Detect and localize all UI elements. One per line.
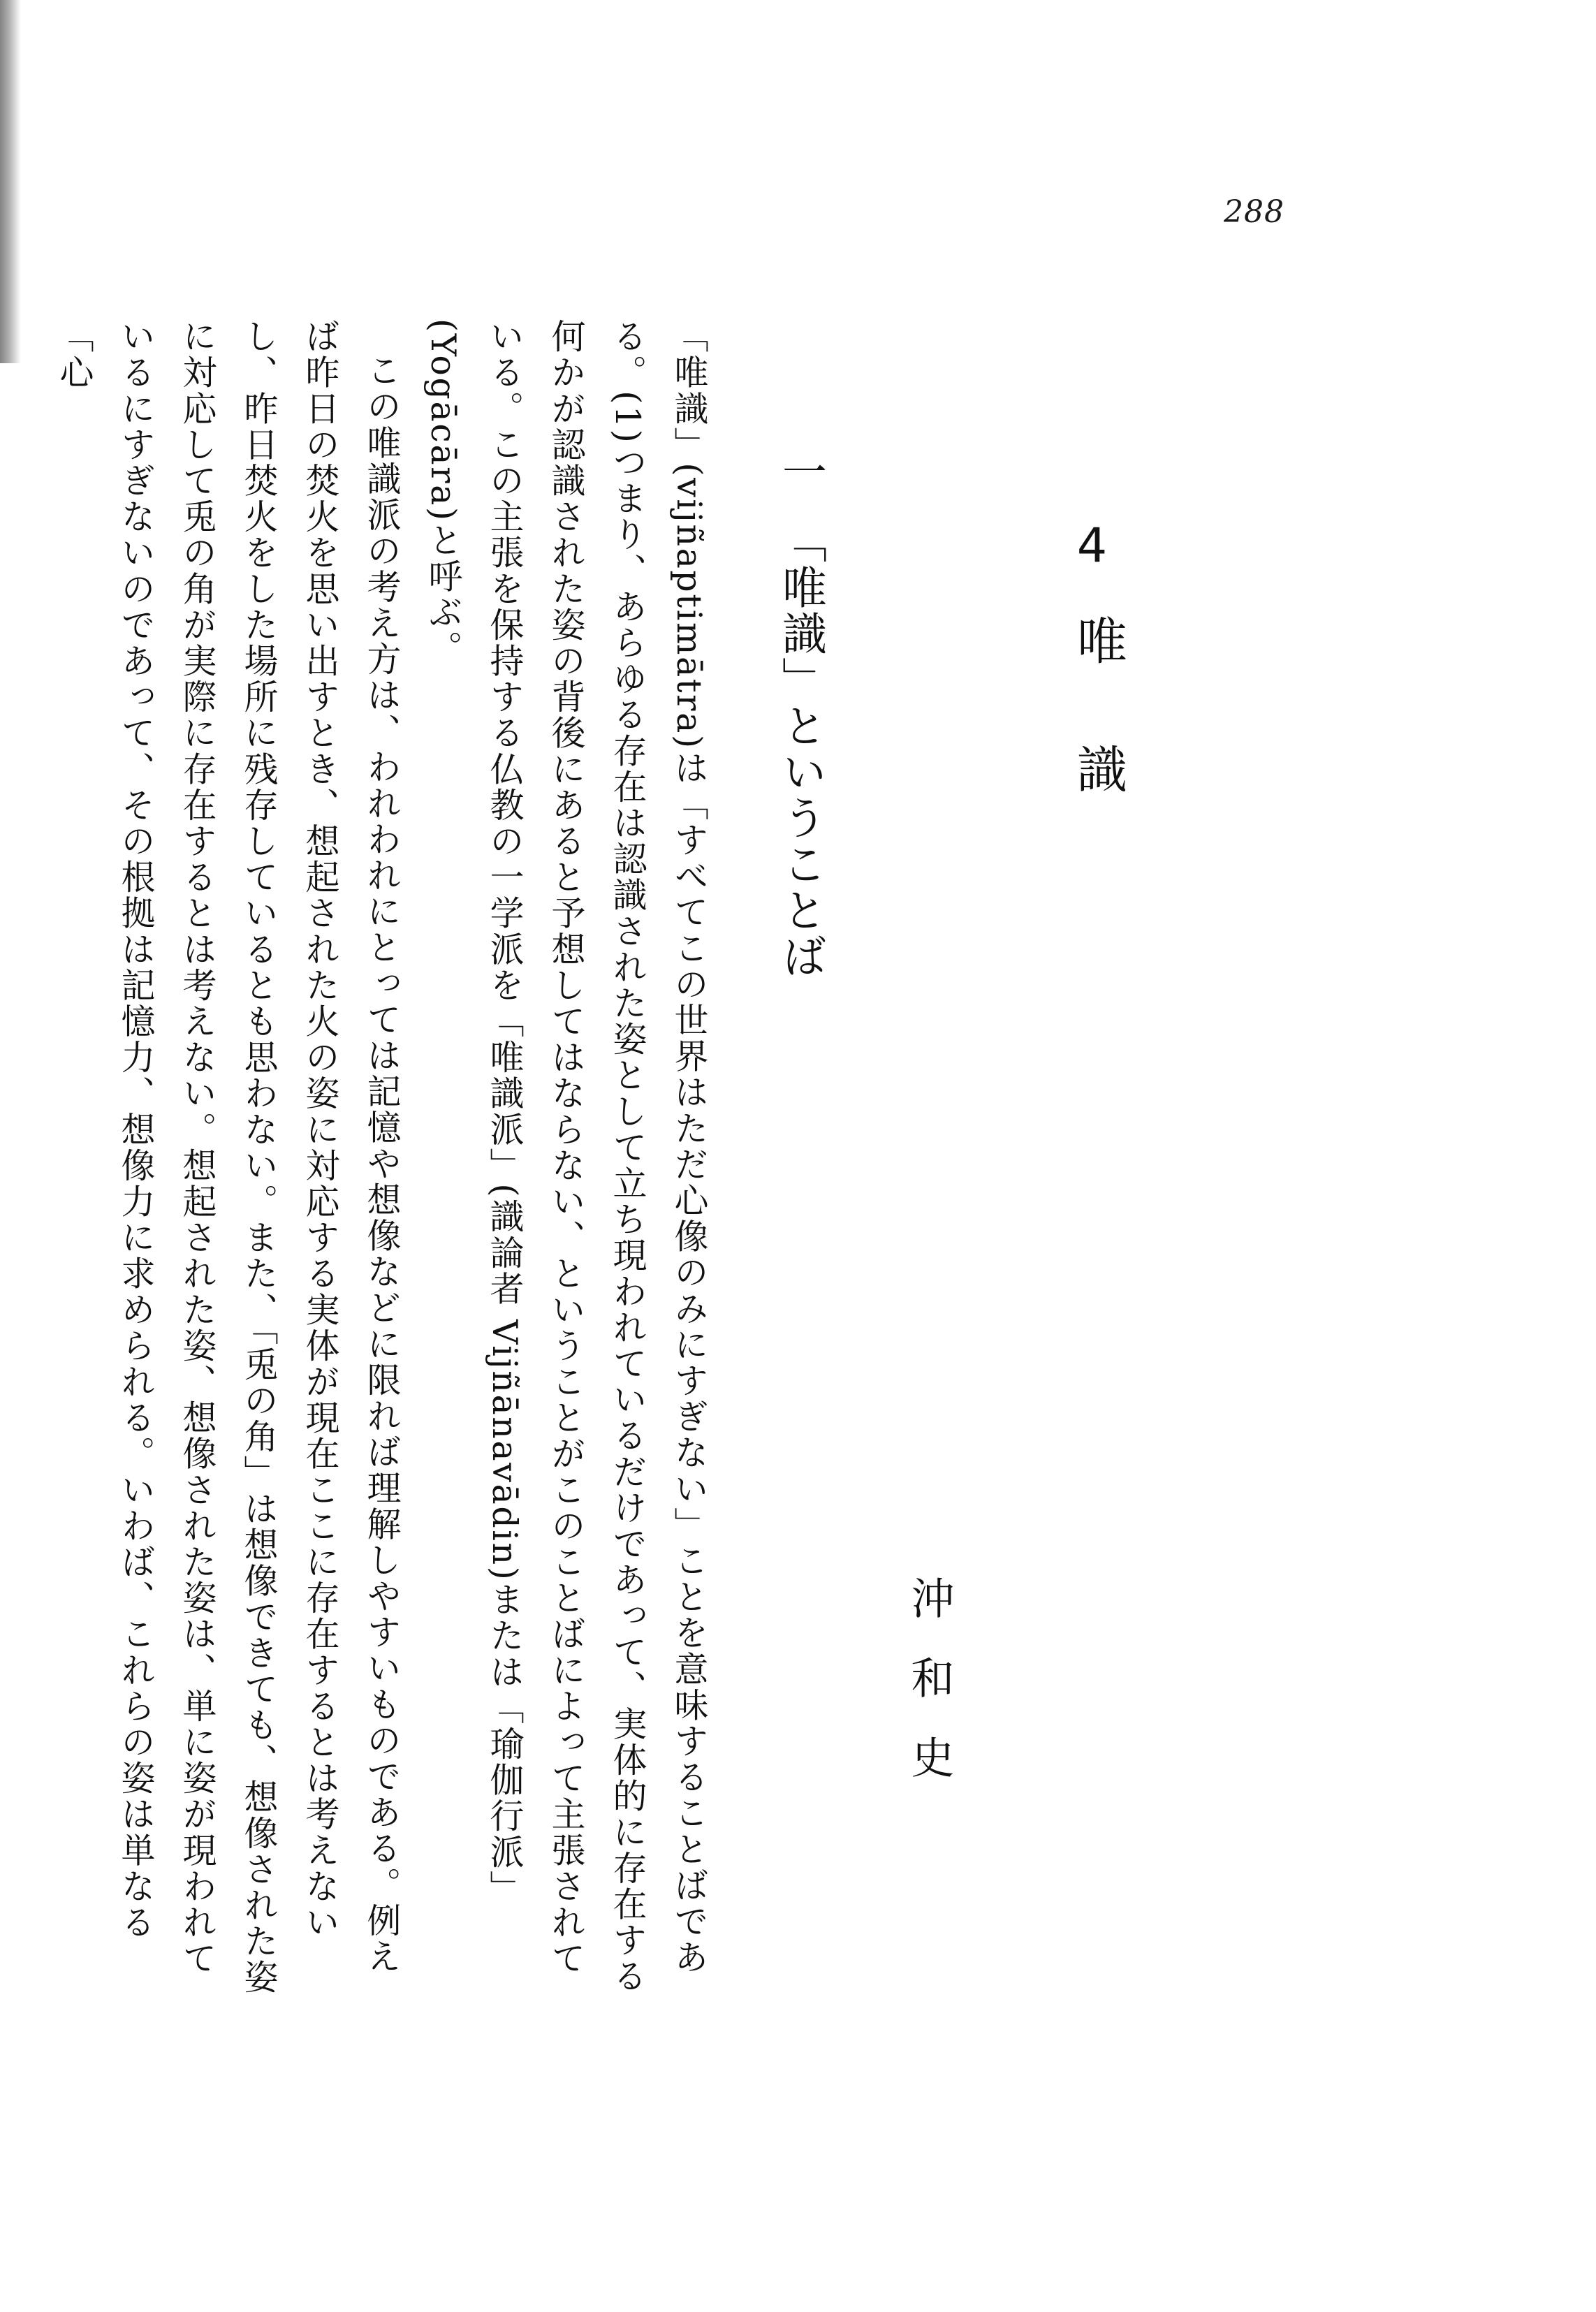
chapter-number: 4 [1064,518,1120,573]
body-text [54,319,719,2009]
binding-shadow [0,0,21,363]
body-paragraph: 「唯識」(vijñaptimātra)は「すべてこの世界はただ心像のみにすぎない」ことを意味することばである。(1)つまり、あらゆる存在は認識された姿として立ち現われているだけであって、実体的に存在する何かが認識された姿の背後にあると予想してはならない、ということがこのことばによって主張されている。この主張を保持する仏教の一学派を「唯識派」(識論者 Vijñānavādin)または「瑜伽行派」(Yogācāra)と呼ぶ。 [423,319,709,1995]
author-name: 沖和史 [904,1576,955,1815]
page-number: 288 [1224,194,1284,230]
section-heading: 一 「唯識」ということば [775,448,826,979]
body-paragraph: この唯識派の考え方は、われわれにとっては記憶や想像などに限れば理解しやすいものである。例えば昨日の焚火を思い出すとき、想起された火の姿に対応する実体が現在ここに存在するとは考えないし、昨日焚火をした場所に残存しているとも思わない。また、「兎の角」は想像できても、想像された姿に対応して兎の角が実際に存在するとは考えない。想起された姿、想像された姿は、単に姿が現われているにすぎないのであって、その根拠は記憶力、想像力に求められる。いわば、これらの姿は単なる「心 [54,319,402,1996]
chapter-title: 唯識 [1069,615,1127,872]
